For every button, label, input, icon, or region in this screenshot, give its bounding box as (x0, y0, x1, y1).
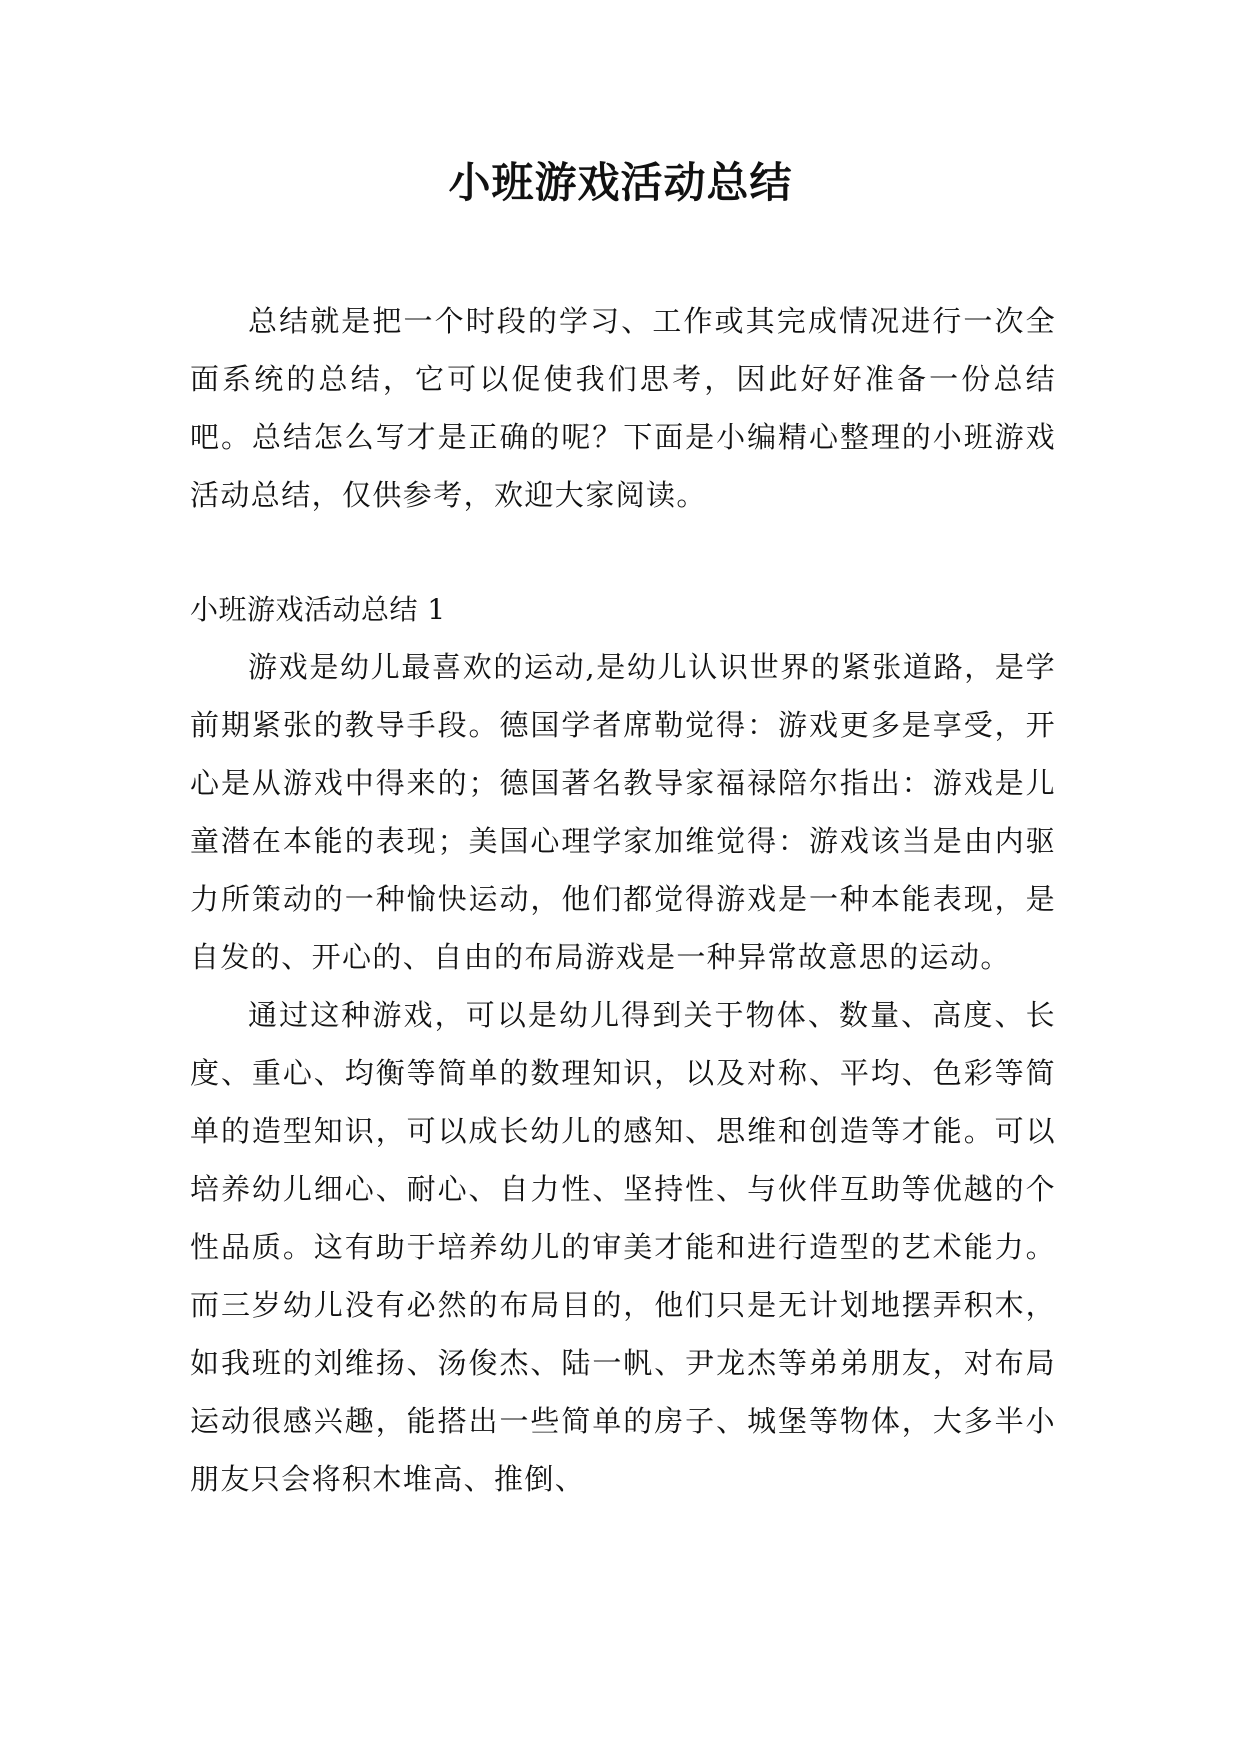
document-title: 小班游戏活动总结 (448, 158, 793, 207)
body-paragraph: 游戏是幼儿最喜欢的运动,是幼儿认识世界的紧张道路，是学前期紧张的教导手段。德国学者席勒觉得：游戏更多是享受，开心是从游戏中得来的；德国著名教导家福禄陪尔指出：游戏是儿童潜在本能的表现；美国心理学家加维觉得：游戏该当是由内驱力所策动的一种愉快运动，他们都觉得游戏是一种本能表现，是自发的、开心的、自由的布局游戏是一种异常故意思的运动。 (190, 650, 1056, 974)
intro-paragraph: 总结就是把一个时段的学习、工作或其完成情况进行一次全面系统的总结，它可以促使我们思考，因此好好准备一份总结吧。总结怎么写才是正确的呢？下面是小编精心整理的小班游戏活动总结，仅供参考，欢迎大家阅读。 (190, 304, 1056, 512)
body-paragraph: 通过这种游戏，可以是幼儿得到关于物体、数量、高度、长度、重心、均衡等简单的数理知识，以及对称、平均、色彩等简单的造型知识，可以成长幼儿的感知、思维和创造等才能。可以培养幼儿细心、耐心、自力性、坚持性、与伙伴互助等优越的个性品质。这有助于培养幼儿的审美才能和进行造型的艺术能力。而三岁幼儿没有必然的布局目的，他们只是无计划地摆弄积木，如我班的刘维扬、汤俊杰、陆一帆、尹龙杰等弟弟朋友，对布局运动很感兴趣，能搭出一些简单的房子、城堡等物体，大多半小朋友只会将积木堆高、推倒、 (190, 998, 1056, 1496)
document-body (190, 292, 1056, 1508)
section-heading: 小班游戏活动总结 1 (190, 593, 446, 626)
